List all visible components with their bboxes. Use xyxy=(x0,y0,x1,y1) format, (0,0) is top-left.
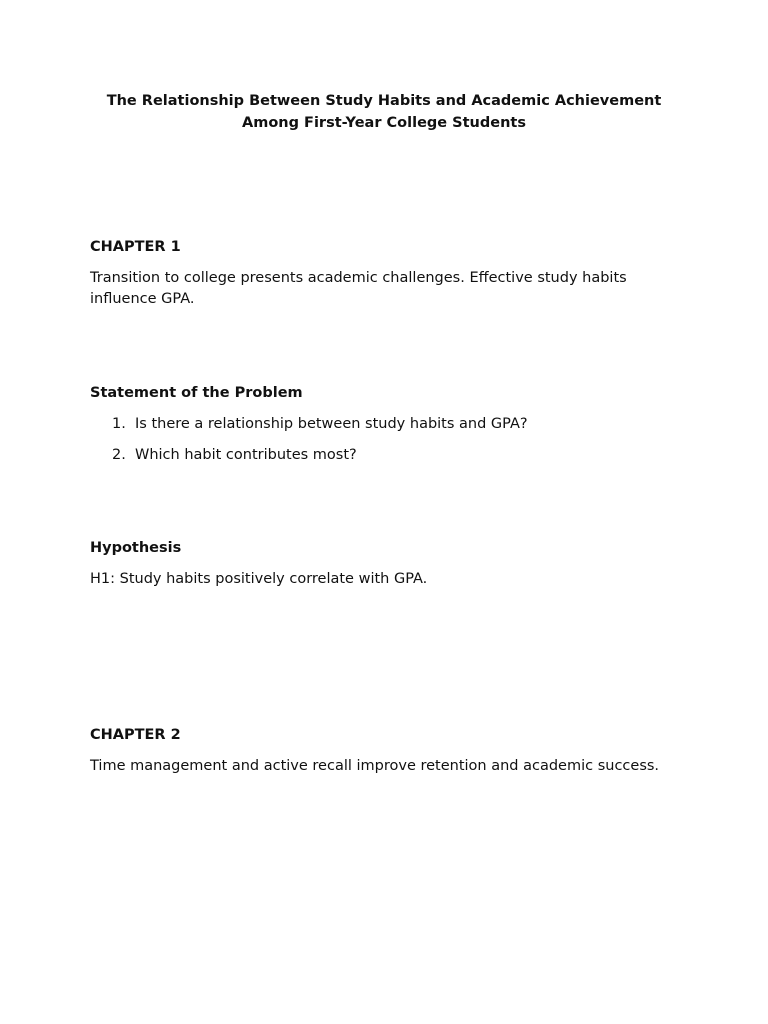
title-line-2: Among First-Year College Students xyxy=(242,115,526,131)
list-item xyxy=(90,445,690,476)
problem-heading: Statement of the Problem xyxy=(90,385,303,401)
chapter-1-body: Transition to college presents academic challenges. Effective study habits influence GPA. xyxy=(90,270,627,307)
list-item-number: 2. xyxy=(112,447,126,463)
chapter-1-heading: CHAPTER 1 xyxy=(90,239,181,255)
list-item-text: Which habit contributes most? xyxy=(135,447,357,463)
problem-list xyxy=(90,414,690,476)
title-line-1: The Relationship Between Study Habits and Academic Achievement xyxy=(106,93,662,109)
hypothesis-body: H1: Study habits positively correlate with GPA. xyxy=(90,571,428,587)
document-title xyxy=(60,90,708,134)
list-item-text: Is there a relationship between study habits and GPA? xyxy=(135,416,528,432)
hypothesis-heading: Hypothesis xyxy=(90,540,182,556)
chapter-2-body: Time management and active recall improve retention and academic success. xyxy=(90,758,660,774)
list-item xyxy=(90,414,690,445)
list-item-number: 1. xyxy=(112,416,126,432)
chapter-2-heading: CHAPTER 2 xyxy=(90,727,181,743)
